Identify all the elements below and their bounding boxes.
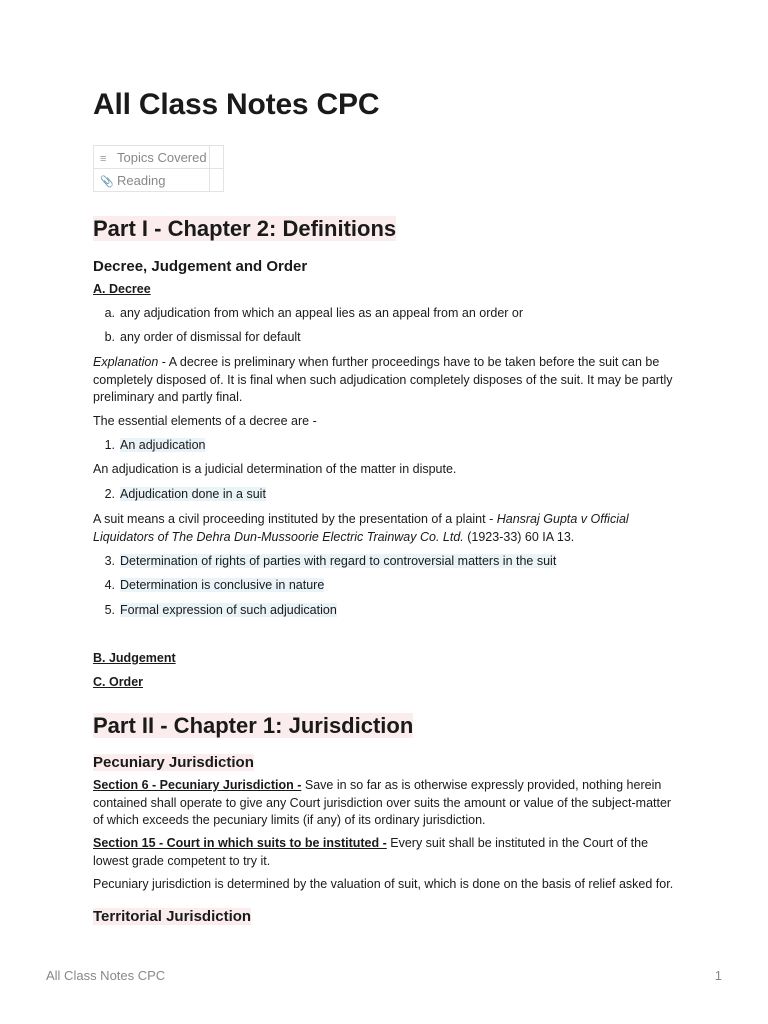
list-item: 4. Determination is conclusive in nature xyxy=(104,578,325,592)
section15-paragraph: Section 15 - Court in which suits to be instituted - Every suit shall be instituted in the Court of the lowest grade competent to try it. xyxy=(93,836,649,868)
property-value[interactable] xyxy=(210,146,224,169)
judgement-heading: B. Judgement xyxy=(93,651,176,665)
element-note: An adjudication is a judicial determination of the matter in dispute. xyxy=(93,462,457,476)
elements-intro: The essential elements of a decree are - xyxy=(93,414,317,428)
property-label: Topics Covered xyxy=(117,149,207,165)
pecuniary-heading: Pecuniary Jurisdiction xyxy=(93,754,254,771)
list-item: b. any order of dismissal for default xyxy=(104,330,301,344)
list-item: 3. Determination of rights of parties with regard to controversial matters in the suit xyxy=(104,554,557,568)
list-item: 2. Adjudication done in a suit xyxy=(104,487,266,501)
part2-heading: Part II - Chapter 1: Jurisdiction xyxy=(93,713,414,738)
property-value[interactable] xyxy=(210,169,224,192)
text-lines-icon: ≡ xyxy=(100,152,107,165)
list-item: a. any adjudication from which an appeal lies as an appeal from an order or xyxy=(104,306,524,320)
footer-title: All Class Notes CPC xyxy=(46,968,166,983)
explanation-paragraph: Explanation - A decree is preliminary when further proceedings have to be taken before the suit can be completely disposed of. It is final when such adjudication completely disposes of the suit. It may be partly preliminary and partly final. xyxy=(93,355,673,404)
case-citation: Hansraj Gupta v Official Liquidators of The Dehra Dun-Mussoorie Electric Trainway Co. Ltd. xyxy=(93,512,629,544)
pecuniary-note: Pecuniary jurisdiction is determined by the valuation of suit, which is done on the basis of relief asked for. xyxy=(93,877,674,891)
section6-paragraph: Section 6 - Pecuniary Jurisdiction - Save in so far as is otherwise expressly provided, nothing herein contained shall operate to give any Court jurisdiction over suits the amount or value of the subject-matter of which exceeds the pecuniary limits (if any) of its ordinary jurisdiction. xyxy=(93,778,672,827)
order-heading: C. Order xyxy=(93,675,144,689)
suit-paragraph: A suit means a civil proceeding instituted by the presentation of a plaint - Hansraj Gupta v Official Liquidators of The Dehra Dun-Mussoorie Electric Trainway Co. Ltd. (1923-33) 60 IA 13. xyxy=(93,512,629,544)
part1-subheading: Decree, Judgement and Order xyxy=(93,258,308,275)
part1-heading: Part I - Chapter 2: Definitions xyxy=(93,216,397,241)
property-row-topics[interactable] xyxy=(94,146,224,169)
page-title: All Class Notes CPC xyxy=(93,88,380,121)
properties-table xyxy=(93,145,224,192)
territorial-heading: Territorial Jurisdiction xyxy=(93,908,252,925)
paperclip-icon: 📎 xyxy=(100,175,114,188)
property-row-reading[interactable] xyxy=(94,169,224,192)
list-item: 1. An adjudication xyxy=(104,438,206,452)
property-label: Reading xyxy=(117,172,166,188)
list-item: 5. Formal expression of such adjudication xyxy=(104,603,337,617)
decree-heading: A. Decree xyxy=(93,282,151,296)
page-number: 1 xyxy=(714,968,722,983)
